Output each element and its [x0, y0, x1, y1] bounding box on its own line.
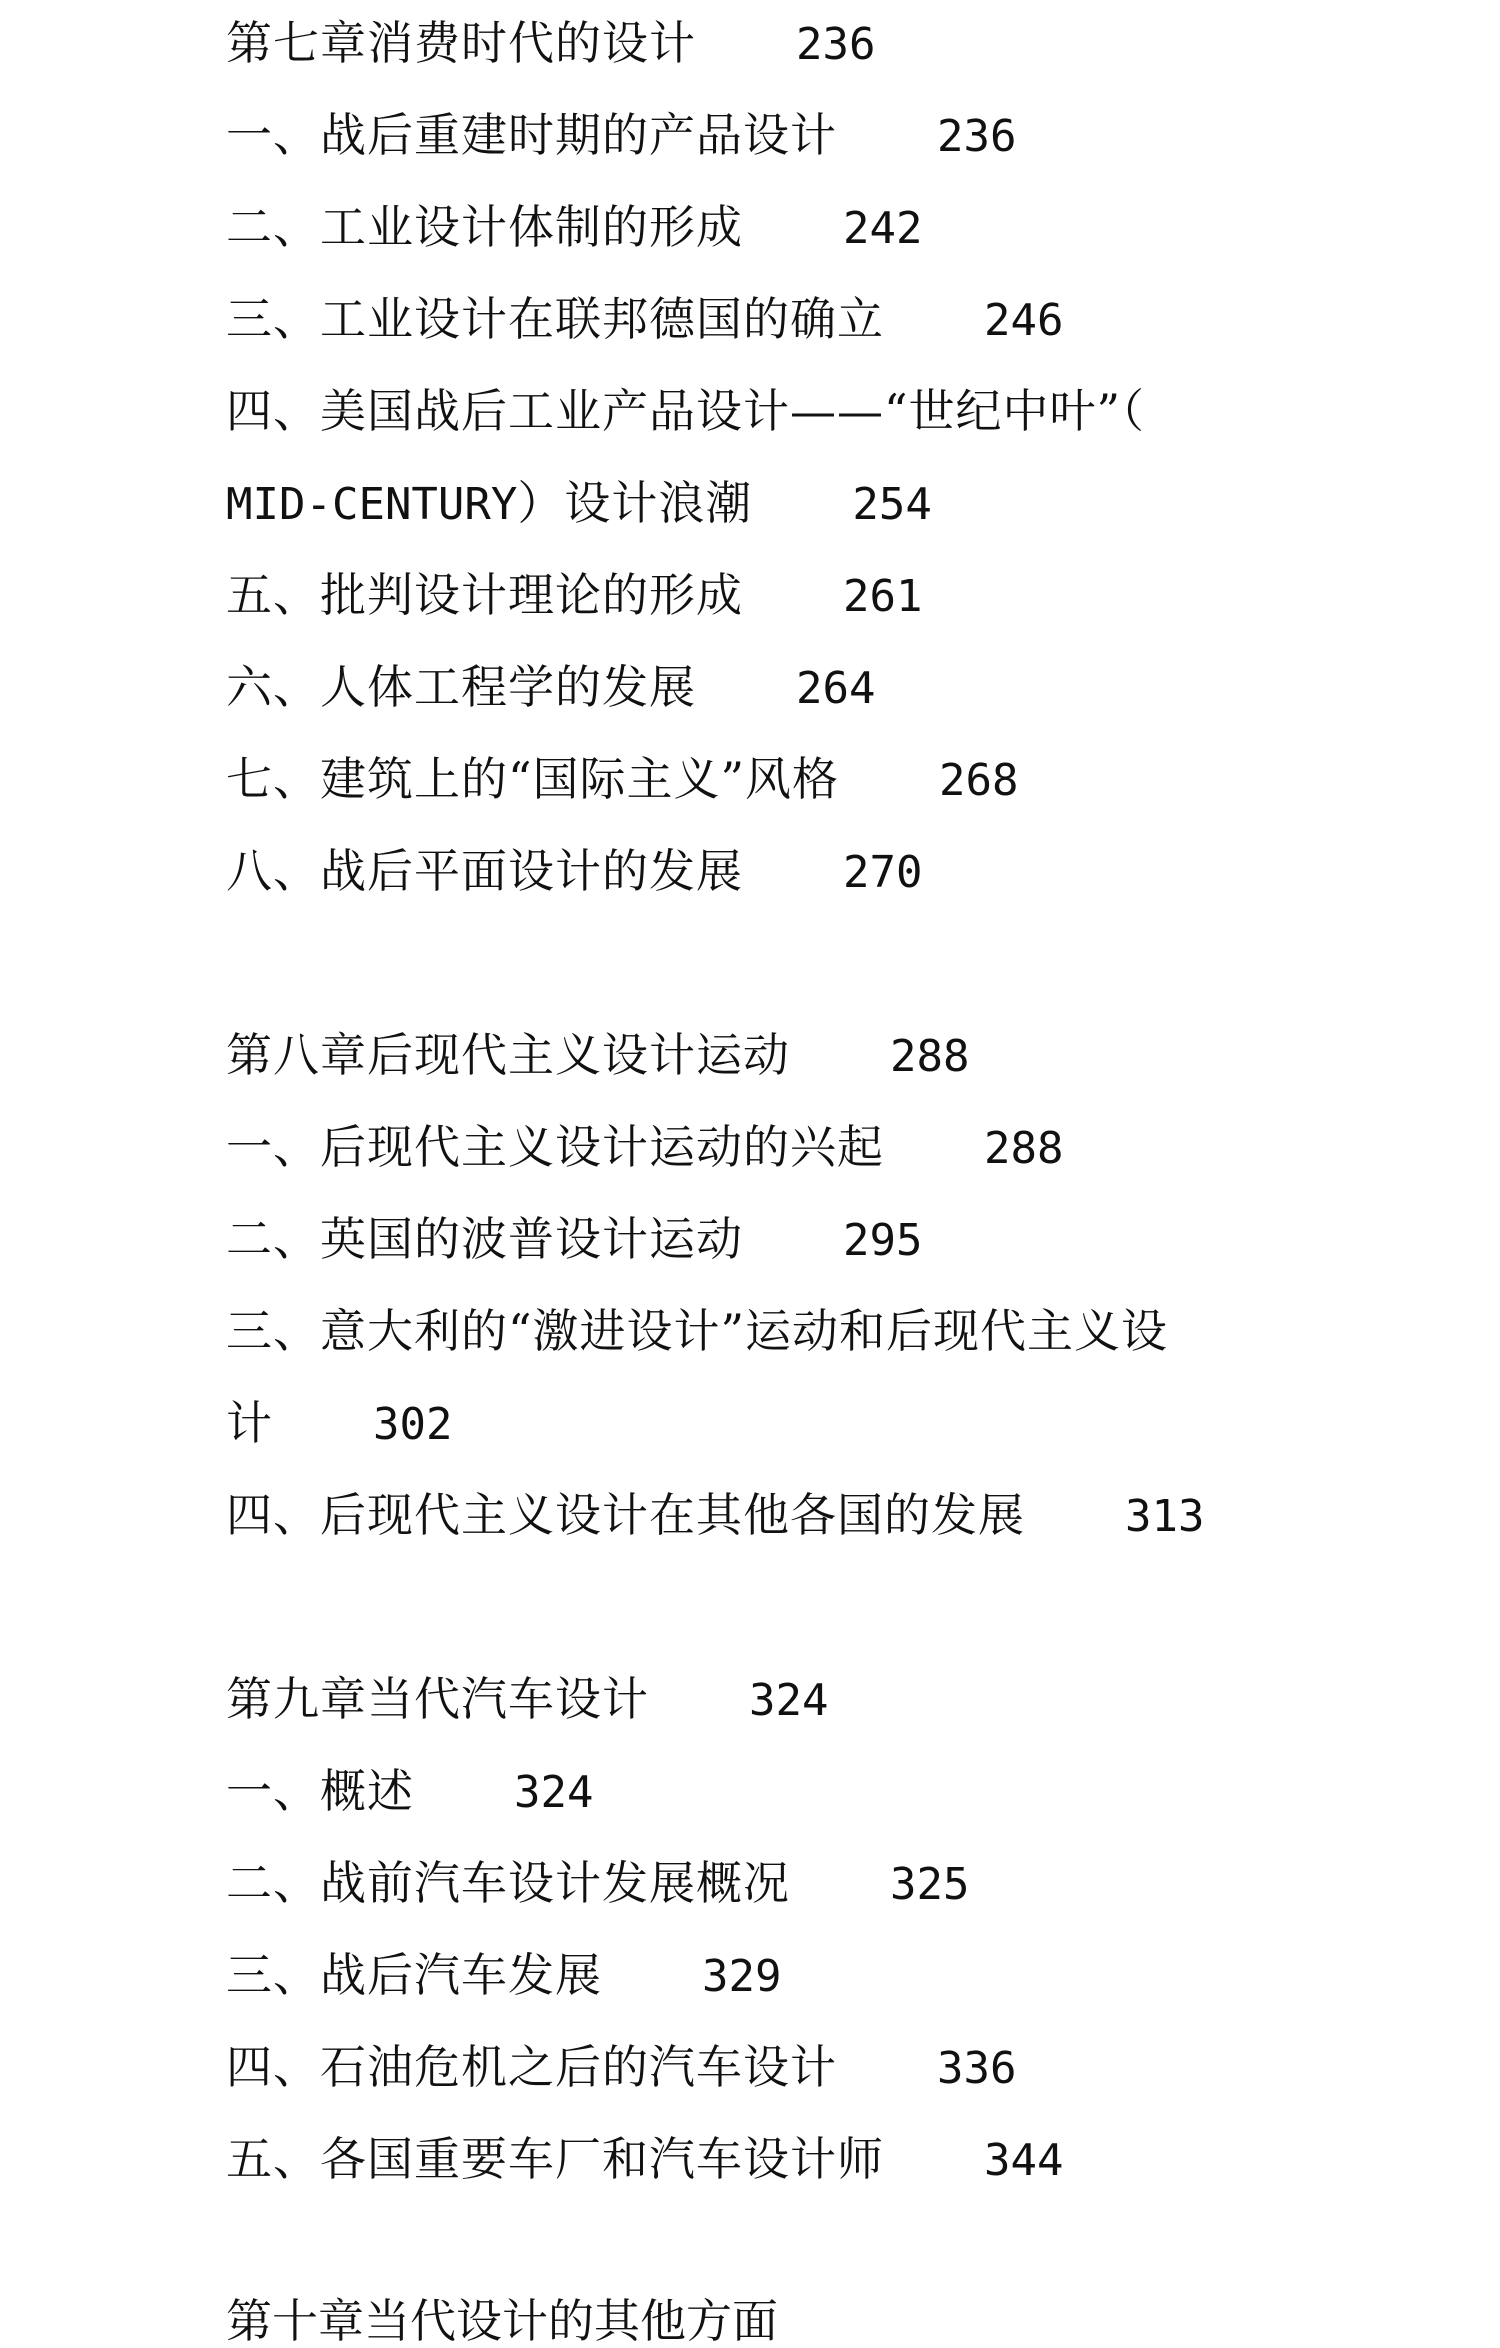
toc-entry[interactable]	[226, 825, 1306, 917]
page-number: 336	[937, 2043, 1017, 2094]
chapter-title: 第八章后现代主义设计运动	[226, 1028, 790, 1082]
page-number: 264	[796, 663, 876, 714]
page-number: 324	[749, 1675, 829, 1726]
page-number: 295	[843, 1215, 923, 1266]
chapter-9-heading[interactable]	[226, 1653, 1306, 1745]
toc-entry[interactable]	[226, 365, 1306, 457]
toc-entry[interactable]	[226, 1837, 1306, 1929]
entry-title-latin: MID-CENTURY	[226, 479, 518, 530]
entry-title: 二、工业设计体制的形成	[226, 200, 743, 254]
page-number: 313	[1125, 1491, 1205, 1542]
page-number: 236	[796, 19, 876, 70]
toc-entry-continued[interactable]	[226, 457, 1306, 549]
entry-title: 三、工业设计在联邦德国的确立	[226, 292, 884, 346]
toc-entry[interactable]	[226, 2021, 1306, 2113]
entry-title: 一、后现代主义设计运动的兴起	[226, 1120, 884, 1174]
page-number: 270	[843, 847, 923, 898]
toc-entry[interactable]	[226, 1193, 1306, 1285]
chapter-title: 第九章当代汽车设计	[226, 1672, 649, 1726]
toc-entry[interactable]	[226, 273, 1306, 365]
page-number: 288	[890, 1031, 970, 1082]
entry-title: 二、战前汽车设计发展概况	[226, 1856, 790, 1910]
entry-title: 七、建筑上的“国际主义”风格	[226, 752, 840, 806]
entry-title: 一、战后重建时期的产品设计	[226, 108, 837, 162]
page-number: 344	[984, 2135, 1064, 2186]
toc-entry[interactable]	[226, 1101, 1306, 1193]
toc-entry[interactable]	[226, 181, 1306, 273]
toc-entry-continued[interactable]	[226, 1377, 1306, 1469]
page-number: 261	[843, 571, 923, 622]
entry-title-line2: ）设计浪潮	[517, 476, 753, 530]
page-number: 254	[852, 479, 932, 530]
chapter-7-heading[interactable]	[226, 0, 1306, 89]
toc-entry[interactable]	[226, 2113, 1306, 2205]
page-number: 246	[984, 295, 1064, 346]
entry-title: 四、后现代主义设计在其他各国的发展	[226, 1488, 1025, 1542]
toc-entry[interactable]	[226, 1469, 1306, 1561]
entry-title-line1: 四、美国战后工业产品设计——“世纪中叶”（	[226, 384, 1146, 438]
entry-title: 六、人体工程学的发展	[226, 660, 696, 714]
entry-title: 一、概述	[226, 1764, 414, 1818]
page-number: 302	[373, 1399, 453, 1450]
page-number: 329	[702, 1951, 782, 2002]
entry-title: 四、石油危机之后的汽车设计	[226, 2040, 837, 2094]
page-number: 325	[890, 1859, 970, 1910]
entry-title-line2: 计	[226, 1396, 273, 1450]
page-number: 242	[843, 203, 923, 254]
toc-entry[interactable]	[226, 733, 1306, 825]
toc-entry[interactable]	[226, 641, 1306, 733]
entry-title: 五、各国重要车厂和汽车设计师	[226, 2132, 884, 2186]
chapter-8-heading[interactable]	[226, 1009, 1306, 1101]
toc-entry[interactable]	[226, 1929, 1306, 2021]
chapter-title: 第七章消费时代的设计	[226, 16, 696, 70]
page-number: 236	[937, 111, 1017, 162]
page-number: 324	[514, 1767, 594, 1818]
next-chapter-partial	[0, 2294, 1500, 2348]
toc-entry[interactable]	[226, 1745, 1306, 1837]
next-chapter-partial-text: 第十章当代设计的其他方面	[226, 2294, 778, 2348]
entry-title-line1: 三、意大利的“激进设计”运动和后现代主义设	[226, 1304, 1169, 1358]
toc-entry[interactable]	[226, 1285, 1306, 1377]
entry-title: 二、英国的波普设计运动	[226, 1212, 743, 1266]
entry-title: 八、战后平面设计的发展	[226, 844, 743, 898]
toc-entry[interactable]	[226, 549, 1306, 641]
entry-title: 三、战后汽车发展	[226, 1948, 602, 2002]
toc-entry[interactable]	[226, 89, 1306, 181]
page-number: 268	[939, 755, 1019, 806]
page-number: 288	[984, 1123, 1064, 1174]
entry-title: 五、批判设计理论的形成	[226, 568, 743, 622]
